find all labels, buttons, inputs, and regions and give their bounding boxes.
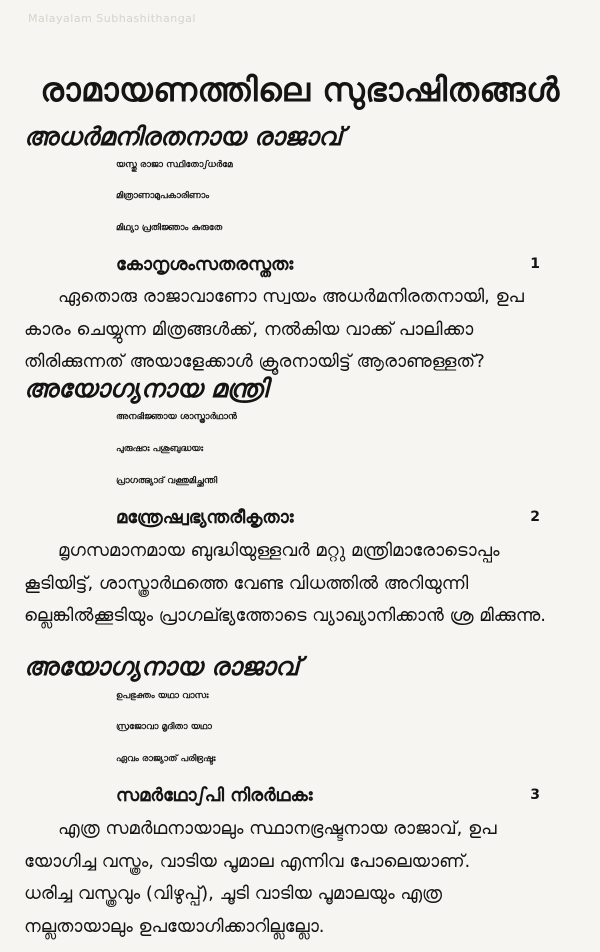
verse-number: 3 bbox=[530, 787, 540, 803]
section-heading-1: അധർമനിരതനായ രാജാവ് bbox=[24, 122, 343, 151]
verse-text: സമർഥോഽപി നിരർഥകഃ bbox=[116, 785, 313, 806]
prose-line: എത്ര സമർഥനായാലും സ്ഥാനഭ്രഷ്ടനായ രാജാവ്, ഉപ bbox=[58, 818, 497, 839]
verse-line-last bbox=[116, 785, 540, 815]
verse-line: യസ്തു രാജാ സ്ഥിതോഽധർമേ bbox=[116, 160, 233, 170]
verse-line: ഉപഭുക്തം യഥാ വാസഃ bbox=[116, 691, 209, 701]
explanation-paragraph-1 bbox=[24, 281, 572, 379]
prose-line: ധരിച്ച വസ്ത്രവും (വിഴുപ്പ്), ചൂടി വാടിയ പൂമാലയും എത്ര bbox=[24, 883, 442, 904]
verse-line: മിത്രാണാമുപകാരിണാം bbox=[116, 191, 210, 201]
explanation-paragraph-2 bbox=[24, 535, 572, 633]
verse-number: 1 bbox=[530, 256, 540, 272]
bleed-through-header: Malayalam Subhashithangal bbox=[28, 12, 196, 25]
prose-line: മൃഗസമാനമായ ബുദ്ധിയുള്ളവർ മറ്റു മന്ത്രിമാരോടൊപ്പം bbox=[58, 540, 500, 561]
verse-line: പ്രാഗത്ഭ്യാദ് വക്തുമിച്ഛന്തി bbox=[116, 476, 218, 486]
prose-line: യോഗിച്ച വസ്ത്രം, വാടിയ പൂമാല എന്നിവ പോലെയാണ്. bbox=[24, 850, 471, 872]
prose-line: കൂടിയിട്ട്, ശാസ്ത്രാർഥത്തെ വേണ്ട വിധത്തിൽ അറിയുന്നി bbox=[24, 572, 469, 594]
explanation-paragraph-3 bbox=[24, 813, 572, 943]
verse-line-last bbox=[116, 507, 540, 537]
verse-line-last bbox=[116, 254, 540, 284]
prose-line: ല്ലെങ്കിൽക്കൂടിയും പ്രാഗല്ഭ്യത്തോടെ വ്യാഖ്യാനിക്കാൻ ശ്ര bbox=[24, 605, 474, 626]
verse-text: മന്ത്രേഷ്വഭ്യന്തരീകൃതാഃ bbox=[116, 507, 294, 528]
verse-text: കോനൃശംസതരസ്തതഃ bbox=[116, 254, 294, 275]
prose-line: മിക്കുന്നു. bbox=[479, 605, 546, 626]
prose-line: ഏതൊരു രാജാവാണോ സ്വയം അധർമനിരതനായി, ഉപ bbox=[58, 286, 524, 307]
section-heading-2: അയോഗ്യനായ മന്ത്രി bbox=[24, 374, 268, 403]
verse-line: മിഥ്യാ പ്രതിജ്ഞാം കുരുതേ bbox=[116, 223, 223, 233]
verse-number: 2 bbox=[530, 509, 540, 525]
verse-line: ഏവം രാജ്യാത് പരിഭ്രഷ്ടഃ bbox=[116, 754, 216, 764]
prose-line: തിരിക്കുന്നത് അയാളേക്കാൾ ക്രൂരനായിട്ട് ആരാണുള്ളത്? bbox=[24, 351, 485, 372]
verse-line: അനഭിജ്ഞായ ശാസ്ത്രാർഥാൻ bbox=[116, 412, 237, 422]
prose-line: നല്ലതായാലും ഉപയോഗിക്കാറില്ലല്ലോ. bbox=[24, 915, 325, 937]
prose-line: കാരം ചെയ്യുന്ന മിത്രങ്ങൾക്ക്, നൽകിയ വാക്ക് പാലിക്കാ bbox=[24, 318, 474, 340]
section-heading-3: അയോഗ്യനായ രാജാവ് bbox=[24, 652, 300, 681]
page-title: രാമായണത്തിലെ സുഭാഷിതങ്ങൾ bbox=[40, 70, 560, 109]
verse-line: പുരുഷാഃ പശുബുദ്ധയഃ bbox=[116, 444, 204, 454]
verse-line: സ്രജോവാ മൃദിതാ യഥാ bbox=[116, 722, 212, 732]
